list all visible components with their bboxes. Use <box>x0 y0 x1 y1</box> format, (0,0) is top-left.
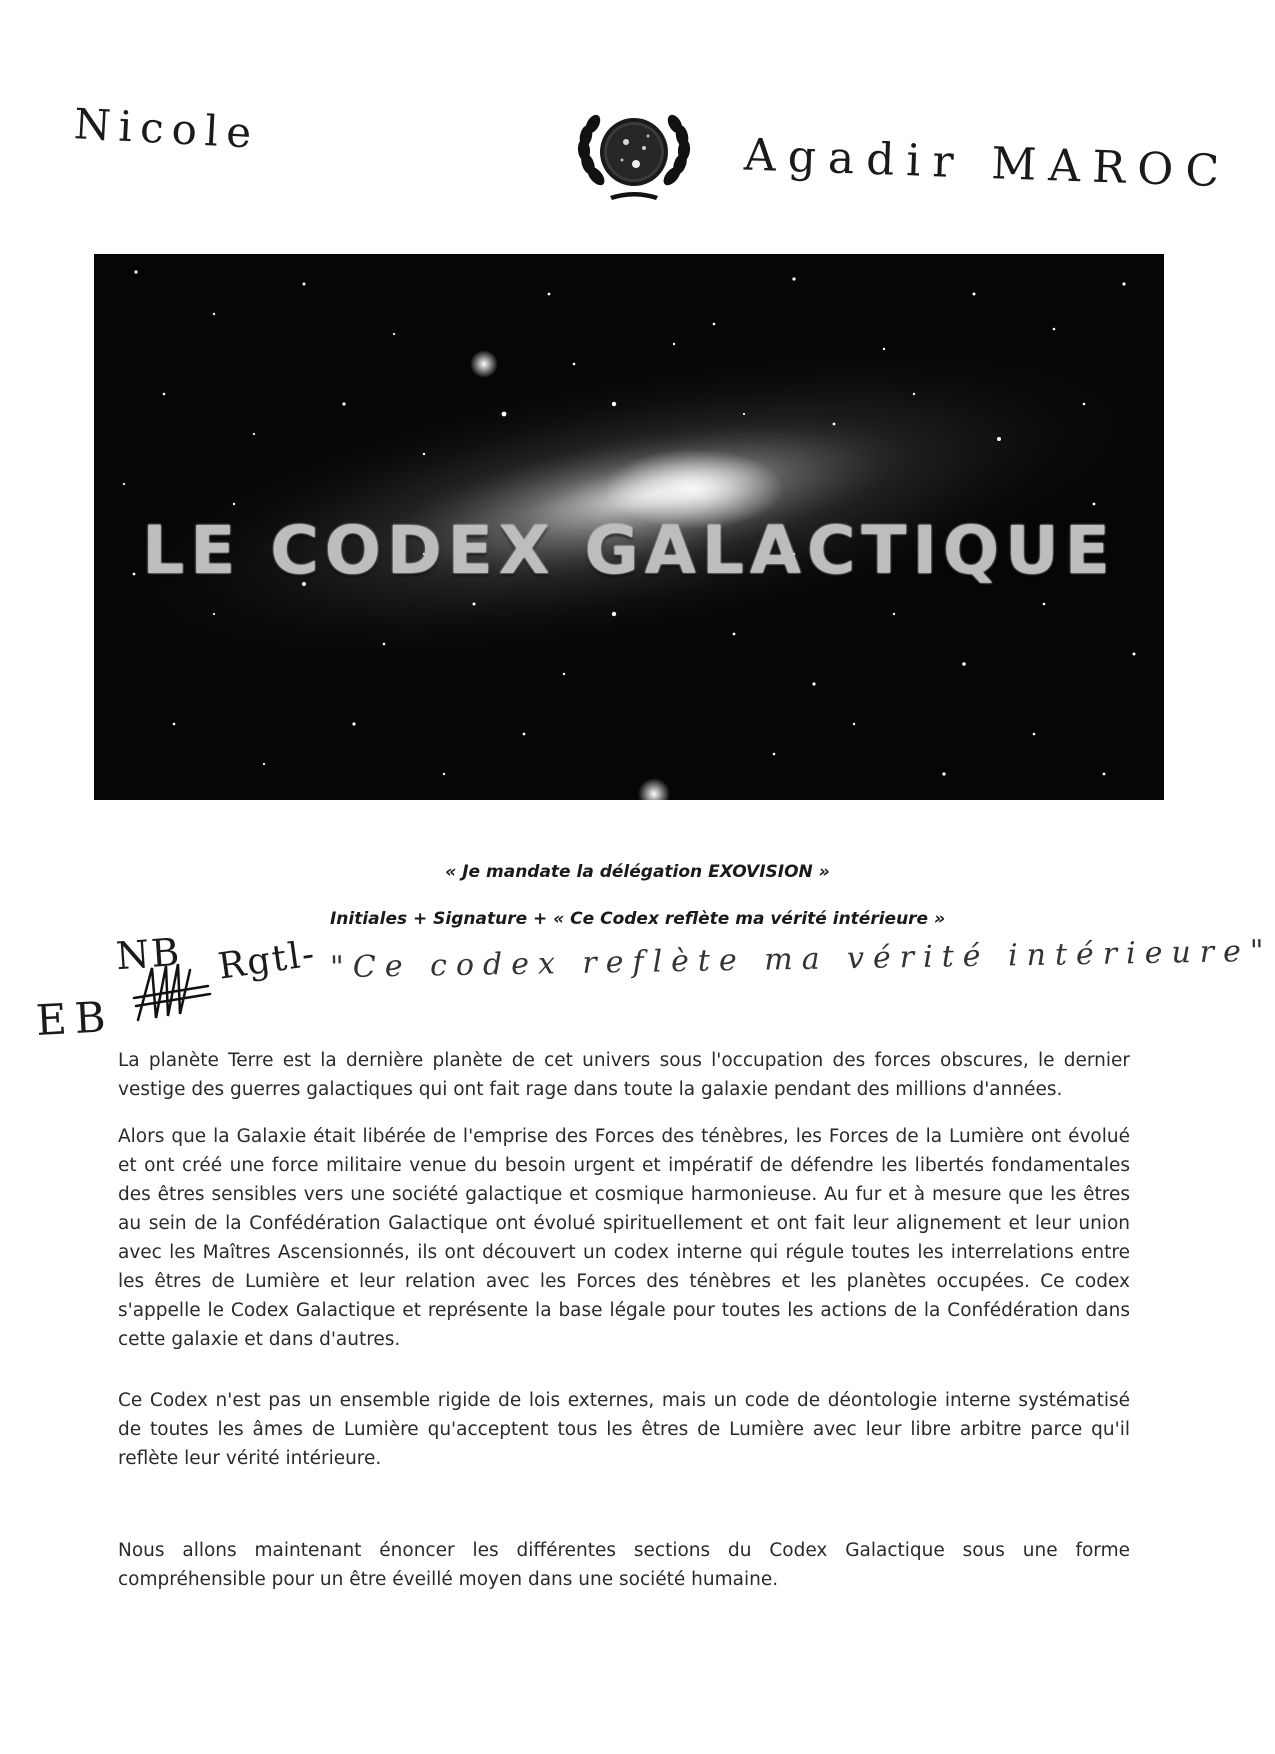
body-paragraph: Ce Codex n'est pas un ensemble rigide de lois externes, mais un code de déontologie interne systématisé de toutes les âmes de Lumière qu'acceptent tous les êtres de Lumière avec leur libre arbitre parce qu'il reflète leur vérité intérieure. <box>118 1390 1130 1469</box>
signature-scribble <box>132 958 212 1028</box>
handwritten-name: Nicole <box>72 99 261 158</box>
signature-instruction: Initiales + Signature + « Ce Codex reflète ma vérité intérieure » <box>329 909 946 929</box>
handwritten-initials-second: Rgtl- <box>215 933 319 988</box>
laurel-emblem-icon <box>566 104 702 204</box>
body-paragraph: Alors que la Galaxie était libérée de l'emprise des Forces des ténèbres, les Forces de la Lumière ont évolué et ont créé une force militaire venue du besoin urgent et impératif de défendre les libertés fondamentales des êtres sensibles vers une société galactique et cosmique harmonieuse. Au fur et à mesure que les êtres au sein de la Confédération Galactique ont évolué spirituellement et ont fait leur alignement et leur union avec les Maîtres Ascensionnés, ils ont découvert un codex interne qui régule toutes les interrelations entre les êtres de Lumière et leur relation avec les Forces des ténèbres et les planètes occupées. Ce codex s'appelle le Codex Galactique et représente la base légale pour toutes les actions de la Confédération dans cette galaxie et dans d'autres. <box>118 1126 1130 1350</box>
handwritten-statement: "Ce codex reflète ma vérité intérieure" <box>329 933 1273 986</box>
body-paragraph: Nous allons maintenant énoncer les différentes sections du Codex Galactique sous une forme compréhensible pour un être éveillé moyen dans une société humaine. <box>118 1540 1130 1590</box>
handwritten-location: Agadir MAROC <box>743 129 1232 198</box>
mandate-statement: « Je mandate la délégation EXOVISION » <box>445 862 830 882</box>
body-paragraph: La planète Terre est la dernière planète de cet univers sous l'occupation des forces obscures, le dernier vestige des guerres galactiques qui ont fait rage dans toute la galaxie pendant des millions d'années. <box>118 1050 1130 1100</box>
handwritten-initials-bottom: EB <box>34 992 115 1045</box>
handwritten-initials-top: NB <box>114 929 183 979</box>
galaxy-banner <box>94 254 1164 800</box>
banner-title: LE CODEX GALACTIQUE <box>142 512 1116 589</box>
